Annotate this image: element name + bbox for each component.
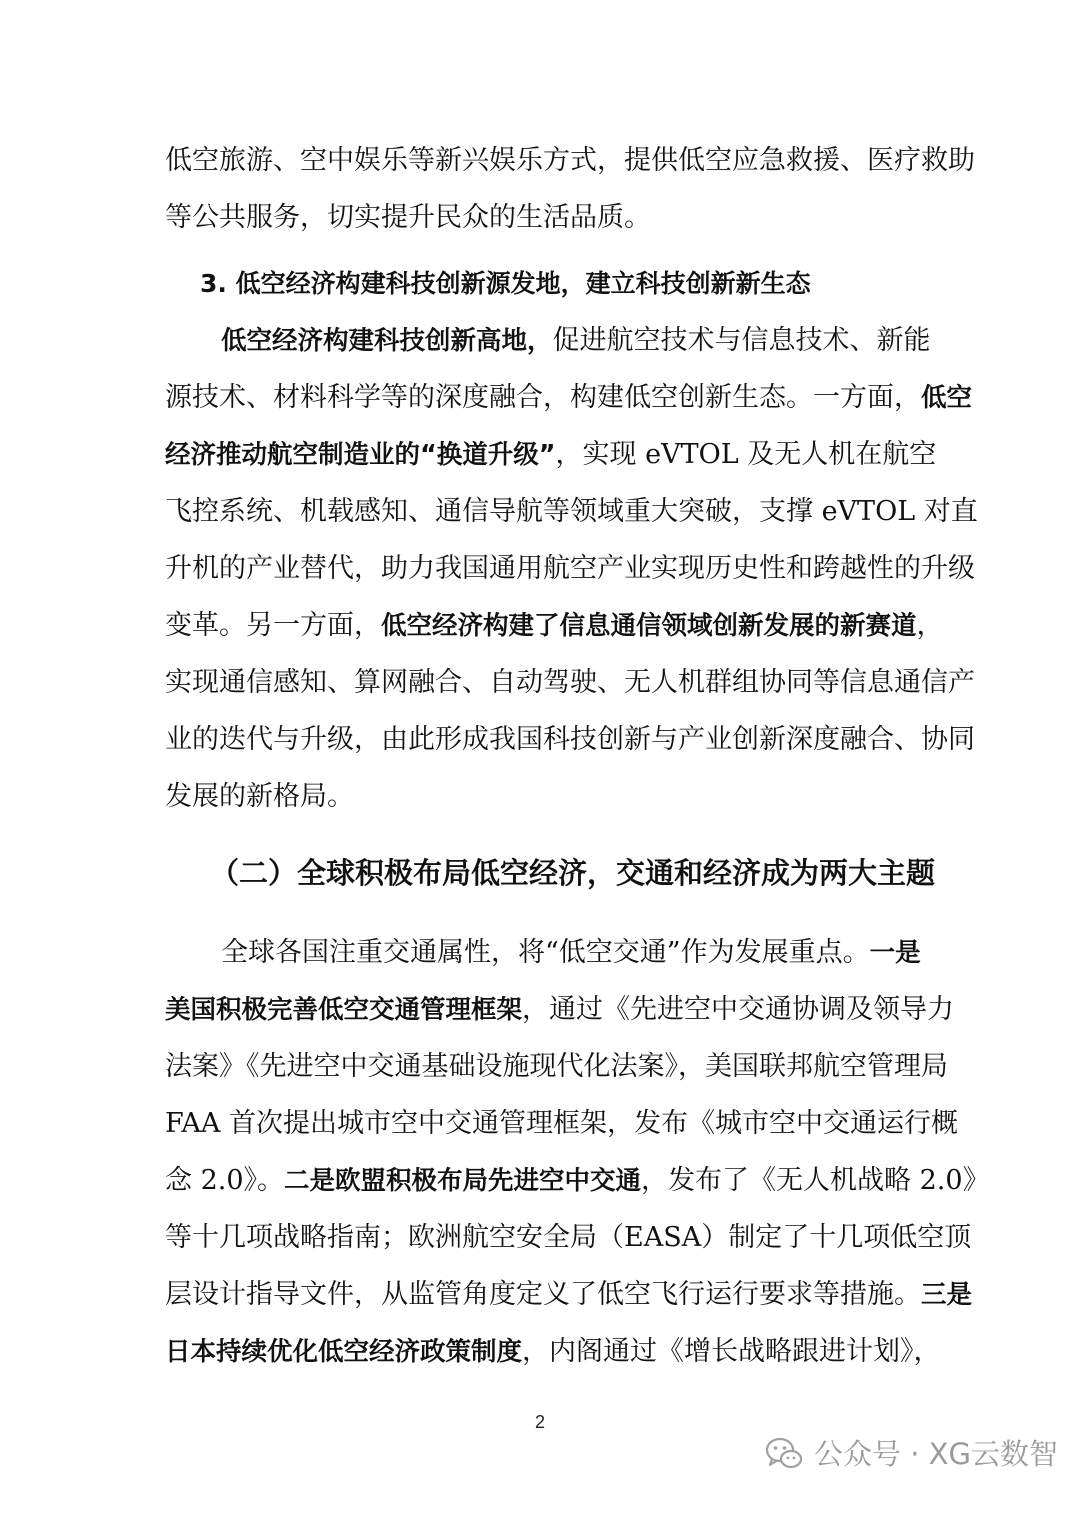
text-line: 低空旅游、空中娱乐等新兴娱乐方式，提供低空应急救援、医疗救助: [165, 145, 975, 176]
wechat-icon: [764, 1433, 804, 1473]
text: 全球各国注重交通属性，将“低空交通”作为发展重点。: [221, 937, 870, 968]
text: 念 2.0》。: [165, 1165, 285, 1196]
text: ，实现 eVTOL 及无人机在航空: [555, 439, 937, 470]
paragraph-section-3: [165, 312, 978, 825]
bold-text: 日本持续优化低空经济政策制度: [165, 1337, 523, 1367]
bold-text: 美国积极完善低空交通管理框架: [165, 995, 523, 1025]
bold-text: 三是: [921, 1280, 973, 1310]
section-2-heading: （二）全球积极布局低空经济，交通和经济成为两大主题: [210, 856, 936, 890]
text-line: 等公共服务，切实提升民众的生活品质。: [165, 202, 651, 233]
page-number: 2: [534, 1412, 545, 1432]
text-line: [165, 981, 955, 1038]
text: ，发布了《无人机战略 2.0》: [641, 1165, 990, 1196]
text-line: 业的迭代与升级，由此形成我国科技创新与产业创新深度融合、协同: [165, 724, 975, 755]
text-line: [165, 1266, 973, 1323]
text-line: 实现通信感知、算网融合、自动驾驶、无人机群组协同等信息通信产: [165, 667, 975, 698]
watermark-text: 公众号 · XG云数智: [814, 1437, 1058, 1471]
watermark: [764, 1432, 1058, 1473]
bold-text: 低空: [921, 383, 973, 413]
text: ，通过《先进空中交通协调及领导力: [522, 994, 955, 1025]
text: 变革。另一方面，: [165, 610, 381, 641]
text-line: [165, 426, 937, 483]
text: 层设计指导文件，从监管角度定义了低空飞行运行要求等措施。: [165, 1279, 921, 1310]
text-line: [165, 369, 973, 426]
bold-text: 二是欧盟积极布局先进空中交通: [284, 1166, 642, 1196]
text: 促进航空技术与信息技术、新能: [552, 325, 931, 356]
bold-text: 低空经济构建科技创新高地，: [221, 326, 553, 356]
text-line: 发展的新格局。: [165, 781, 354, 812]
paragraph-section-2: [165, 924, 990, 1380]
text-line: [165, 1152, 990, 1209]
text-line: 等十几项战略指南；欧洲航空安全局（EASA）制定了十几项低空顶: [165, 1222, 972, 1253]
section-3-heading: 3. 低空经济构建科技创新源发地，建立科技创新新生态: [200, 269, 811, 298]
text-line: [165, 312, 931, 369]
bold-text: 经济推动航空制造业的“换道升级”: [165, 440, 556, 470]
text-line: 飞控系统、机载感知、通信导航等领域重大突破，支撑 eVTOL 对直: [165, 496, 978, 527]
bold-text: 一是: [869, 938, 921, 968]
text-line: FAA 首次提出城市空中交通管理框架，发布《城市空中交通运行概: [165, 1108, 958, 1139]
text-line: [165, 1323, 941, 1380]
text-line: 升机的产业替代，助力我国通用航空产业实现历史性和跨越性的升级: [165, 553, 975, 584]
text-line: [165, 597, 944, 654]
bold-text: 低空经济构建了信息通信领域创新发展的新赛道: [381, 611, 917, 641]
text: 源技术、材料科学等的深度融合，构建低空创新生态。一方面，: [165, 382, 921, 413]
text-line: [165, 924, 921, 981]
text: ，: [916, 610, 944, 641]
text-line: 法案》《先进空中交通基础设施现代化法案》，美国联邦航空管理局: [165, 1051, 948, 1082]
paragraph-intro: [165, 132, 975, 246]
text: ，内阁通过《增长战略跟进计划》，: [522, 1336, 941, 1367]
